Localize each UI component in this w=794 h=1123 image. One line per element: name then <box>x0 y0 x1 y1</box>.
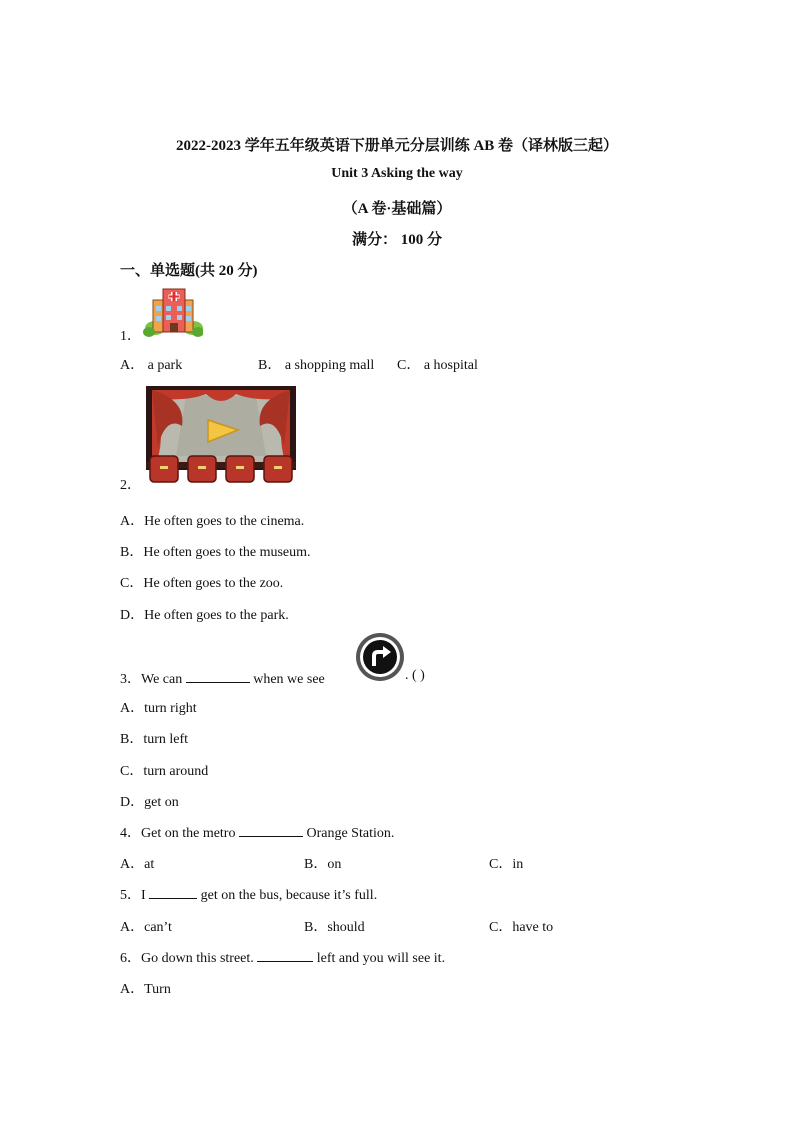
question-4-stem <box>120 822 394 842</box>
q6-text-before: Go down this street. <box>141 951 254 966</box>
question-6-stem <box>120 947 445 967</box>
q1-option-c[interactable]: C． a hospital <box>397 358 478 373</box>
answer-blank[interactable] <box>239 823 303 837</box>
answer-blank[interactable] <box>186 669 250 683</box>
q5-option-b[interactable]: B．should <box>304 920 365 935</box>
q3-option-c[interactable]: C．turn around <box>120 764 209 779</box>
q5-option-c[interactable]: C．have to <box>489 920 554 935</box>
question-3-stem <box>120 668 325 688</box>
question-4-number: 4． <box>120 826 141 841</box>
cinema-screen-icon <box>146 386 296 486</box>
q5-text-after: get on the bus, because it’s full. <box>200 888 378 903</box>
q2-option-b[interactable]: B．He often goes to the museum. <box>120 545 311 560</box>
q3-text-after: . ( ) <box>405 668 425 683</box>
question-1-number: 1． <box>120 329 141 344</box>
q4-text-before: Get on the metro <box>141 826 236 841</box>
q2-option-c[interactable]: C．He often goes to the zoo. <box>120 576 284 591</box>
question-5-stem <box>120 884 377 904</box>
q5-option-a[interactable]: A．can’t <box>120 920 172 935</box>
question-6-number: 6． <box>120 951 141 966</box>
answer-blank[interactable] <box>149 885 197 899</box>
paper-type: （A 卷·基础篇） <box>342 201 452 217</box>
q4-option-b[interactable]: B．on <box>304 857 342 872</box>
q1-option-b[interactable]: B． a shopping mall <box>258 358 375 373</box>
full-score: 满分： 100 分 <box>351 232 442 248</box>
q4-option-a[interactable]: A．at <box>120 857 155 872</box>
paper-title: 2022-2023 学年五年级英语下册单元分层训练 AB 卷（译林版三起） <box>175 138 619 154</box>
q6-option-a[interactable]: A．Turn <box>120 982 171 997</box>
q3-text-middle: when we see <box>253 672 325 687</box>
hospital-icon <box>143 286 203 338</box>
q2-option-a[interactable]: A．He often goes to the cinema. <box>120 514 305 529</box>
q4-option-c[interactable]: C．in <box>489 857 524 872</box>
q2-option-d[interactable]: D．He often goes to the park. <box>120 608 289 623</box>
q3-option-b[interactable]: B．turn left <box>120 732 189 747</box>
section-heading: 一、单选题(共 20 分) <box>120 263 258 279</box>
answer-blank[interactable] <box>257 948 313 962</box>
question-3-number: 3． <box>120 672 141 687</box>
q3-text-before: We can <box>141 672 183 687</box>
question-5-number: 5． <box>120 888 141 903</box>
q1-option-a[interactable]: A． a park <box>120 358 183 373</box>
question-2-number: 2． <box>120 478 141 493</box>
q3-option-d[interactable]: D．get on <box>120 795 179 810</box>
q6-text-after: left and you will see it. <box>316 951 446 966</box>
q3-option-a[interactable]: A．turn right <box>120 701 197 716</box>
q5-text-before: I <box>141 888 146 903</box>
q4-text-after: Orange Station. <box>306 826 395 841</box>
unit-title: Unit 3 Asking the way <box>331 166 463 181</box>
turn-right-sign-icon <box>355 632 405 682</box>
